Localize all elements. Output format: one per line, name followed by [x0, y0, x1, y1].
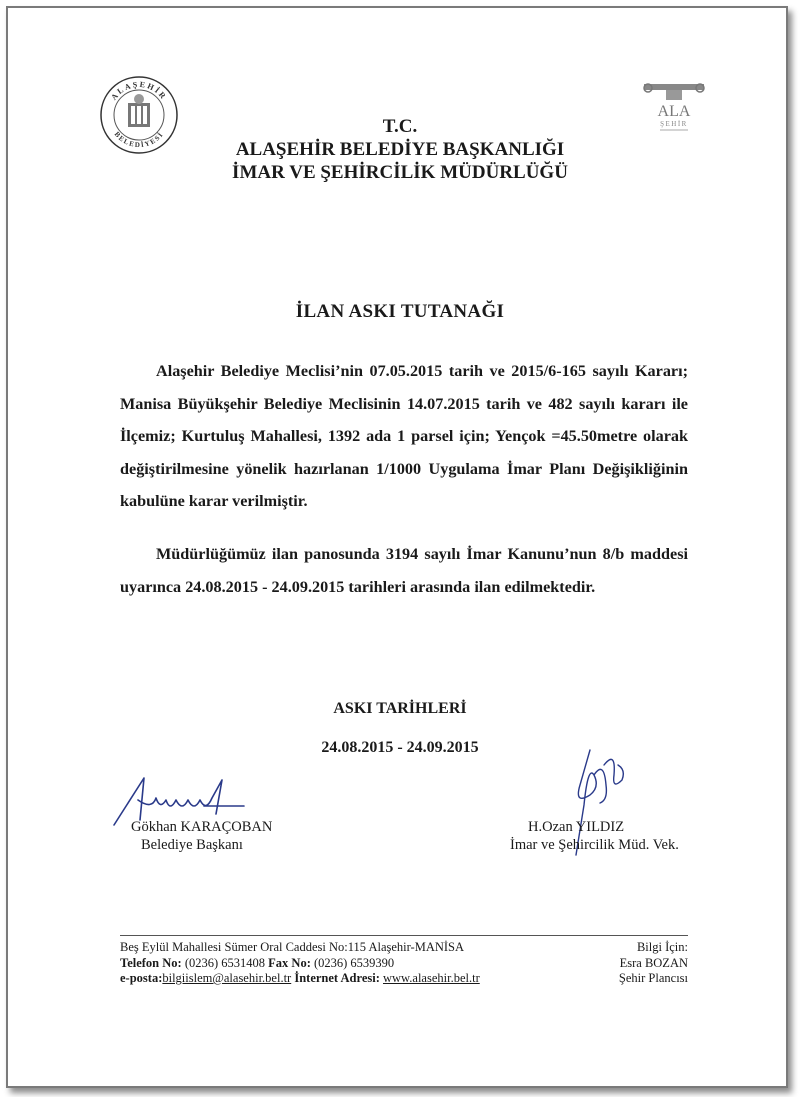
footer-phone-fax: Telefon No: (0236) 6531408 Fax No: (0236) 6539390 [120, 955, 395, 970]
body-paragraph-decision: Alaşehir Belediye Meclisi’nin 07.05.2015 tarih ve 2015/6-165 sayılı Kararı; Manisa Büyükşehir Belediye Meclisinin 14.07.2015 tarih ve 482 sayılı kararı ile İlçemiz; Kurtuluş Mahallesi, 1392 ada 1 parsel için; Yençok =45.50metre olarak değiştirilmesine yönelik hazırlanan 1/1000 Uygulama İmar Planı Değişikliğinin kabulüne karar verilmiştir. [120, 362, 688, 510]
svg-text:ALA: ALA [657, 103, 691, 120]
header-tc: T.C. [382, 116, 418, 137]
svg-text:ALAŞEHİR: ALAŞEHİR [109, 79, 169, 102]
posting-dates-range: 24.08.2015 - 24.09.2015 [321, 739, 479, 756]
footer-contact [120, 940, 560, 987]
header-directorate: İMAR VE ŞEHİRCİLİK MÜDÜRLÜĞÜ [232, 162, 568, 183]
body-paragraph-posting: Müdürlüğümüz ilan panosunda 3194 sayılı İmar Kanunu’nun 8/b maddesi uyarınca 24.08.2015 - 24.09.2015 tarihleri arasında ilan edilmektedir. [120, 545, 688, 596]
director-name: H.Ozan YILDIZ [528, 819, 625, 835]
website-link[interactable]: www.alasehir.bel.tr [383, 971, 480, 985]
footer-address: Beş Eylül Mahallesi Sümer Oral Caddesi No:115 Alaşehir-MANİSA [120, 940, 465, 954]
director-signature-block [510, 818, 710, 854]
mayor-role: Belediye Başkanı [141, 837, 243, 853]
footer-info [560, 940, 688, 987]
svg-text:ŞEHİR: ŞEHİR [660, 120, 688, 128]
info-role: Şehir Plancısı [618, 971, 688, 985]
footer-divider [120, 935, 688, 936]
svg-text:BELEDİYESİ: BELEDİYESİ [112, 130, 166, 150]
document-title: İLAN ASKI TUTANAĞI [295, 301, 505, 322]
header-municipality: ALAŞEHİR BELEDİYE BAŞKANLIĞI [235, 139, 565, 160]
footer-email-web: e-posta:bilgiislem@alasehir.bel.tr İnternet Adresi: www.alasehir.bel.tr [120, 971, 480, 985]
info-name: Esra BOZAN [619, 955, 688, 970]
mayor-signature-block [131, 818, 291, 854]
info-label: Bilgi İçin: [636, 940, 688, 954]
director-role: İmar ve Şehircilik Müd. Vek. [510, 837, 679, 853]
posting-dates-heading: ASKI TARİHLERİ [333, 700, 467, 717]
mayor-name: Gökhan KARAÇOBAN [131, 819, 273, 835]
email-link[interactable]: bilgiislem@alasehir.bel.tr [162, 971, 292, 985]
